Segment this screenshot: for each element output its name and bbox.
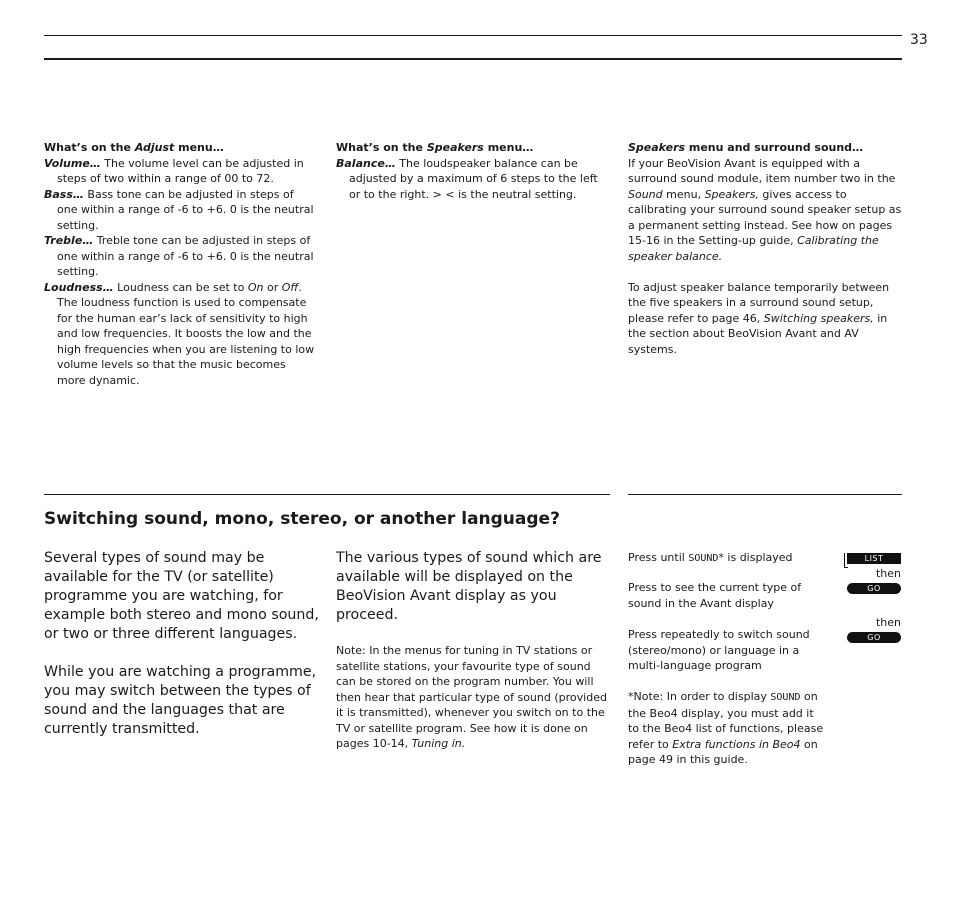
intro-paragraph-2: While you are watching a programme, you may switch between the types of sound and the languages that are currently transmitted. — [44, 664, 317, 737]
bass-entry: Bass… Bass tone can be adjusted in steps of one within a range of -6 to +6. 0 is the neutral setting. — [44, 187, 314, 232]
surround-paragraph-2: To adjust speaker balance temporarily between the five speakers in a surround sound setup, please refer to page 46, Switching speakers, in the section about BeoVision Avant and AV systems. — [628, 280, 890, 356]
sound-display-note: *Note: In order to display SOUND on the Beo4 display, you must add it to the Beo4 list of functions, please refer to Extra functions in Beo4 on page 49 in this guide. — [628, 690, 824, 766]
surround-heading: Speakers menu and surround sound… — [628, 141, 864, 154]
middle-paragraph: The various types of sound which are available will be displayed on the BeoVision Avant display as you proceed. — [336, 550, 602, 623]
top-rule — [44, 35, 902, 36]
treble-entry: Treble… Treble tone can be adjusted in steps of one within a range of -6 to +6. 0 is the neutral setting. — [44, 234, 314, 278]
then-label-1: then — [875, 567, 901, 580]
step-2-text: Press to see the current type of sound in the Avant display — [628, 581, 802, 610]
step-3-text: Press repeatedly to switch sound (stereo/mono) or language in a multi-language program — [628, 628, 810, 672]
list-key-button[interactable]: LIST — [847, 553, 901, 564]
adjust-menu-section — [44, 140, 316, 388]
adjust-menu-heading: What’s on the Adjust menu… — [44, 141, 224, 154]
volume-entry: Volume… The volume level can be adjusted in steps of two within a range of 00 to 72. — [44, 156, 304, 185]
section-rule-right — [628, 494, 902, 495]
header-rule — [44, 58, 902, 60]
intro-text — [44, 549, 319, 739]
surround-paragraph-1: If your BeoVision Avant is equipped with a surround sound module, item number two in the Sound menu, Speakers, gives access to calibrating your surround sound speaker setup as a permanent setting instead. See how on pages 15-16 in the Setting-up guide, Calibrating the speaker balance. — [628, 156, 902, 263]
go-key-button-1[interactable]: GO — [847, 583, 901, 594]
speakers-menu-section — [336, 140, 610, 202]
intro-paragraph-1: Several types of sound may be available for the TV (or satellite) programme you are watching, for example both stereo and mono sound, or two or three different languages. — [44, 550, 319, 642]
speakers-menu-heading: What’s on the Speakers menu… — [336, 141, 534, 154]
section-rule-left — [44, 494, 610, 495]
then-label-2: then — [875, 616, 901, 629]
step-1-text: Press until SOUND* is displayed — [628, 551, 793, 564]
tuning-note: Note: In the menus for tuning in TV stations or satellite stations, your favourite type of sound can be stored on the program number. You will then hear that particular type of sound (provided it is transmitted), whenever you switch on to the TV or satellite program. See how it is done on pages 10-14, Tuning in. — [336, 644, 607, 750]
balance-entry: Balance… The loudspeaker balance can be adjusted by a maximum of 6 steps to the left or to the right. > < is the neutral setting. — [336, 156, 598, 201]
section-title: Switching sound, mono, stereo, or another language? — [44, 509, 560, 529]
page-number: 33 — [910, 32, 928, 48]
middle-text — [336, 549, 612, 752]
surround-section — [628, 140, 904, 357]
go-key-button-2[interactable]: GO — [847, 632, 901, 643]
loudness-entry: Loudness… Loudness can be set to On or Off. The loudness function is used to compensate for the human ear’s lack of sensitivity to high and low frequencies. It boosts the low and the high frequencies when you are listening to low volume levels so that the music becomes more dynamic. — [44, 280, 315, 387]
